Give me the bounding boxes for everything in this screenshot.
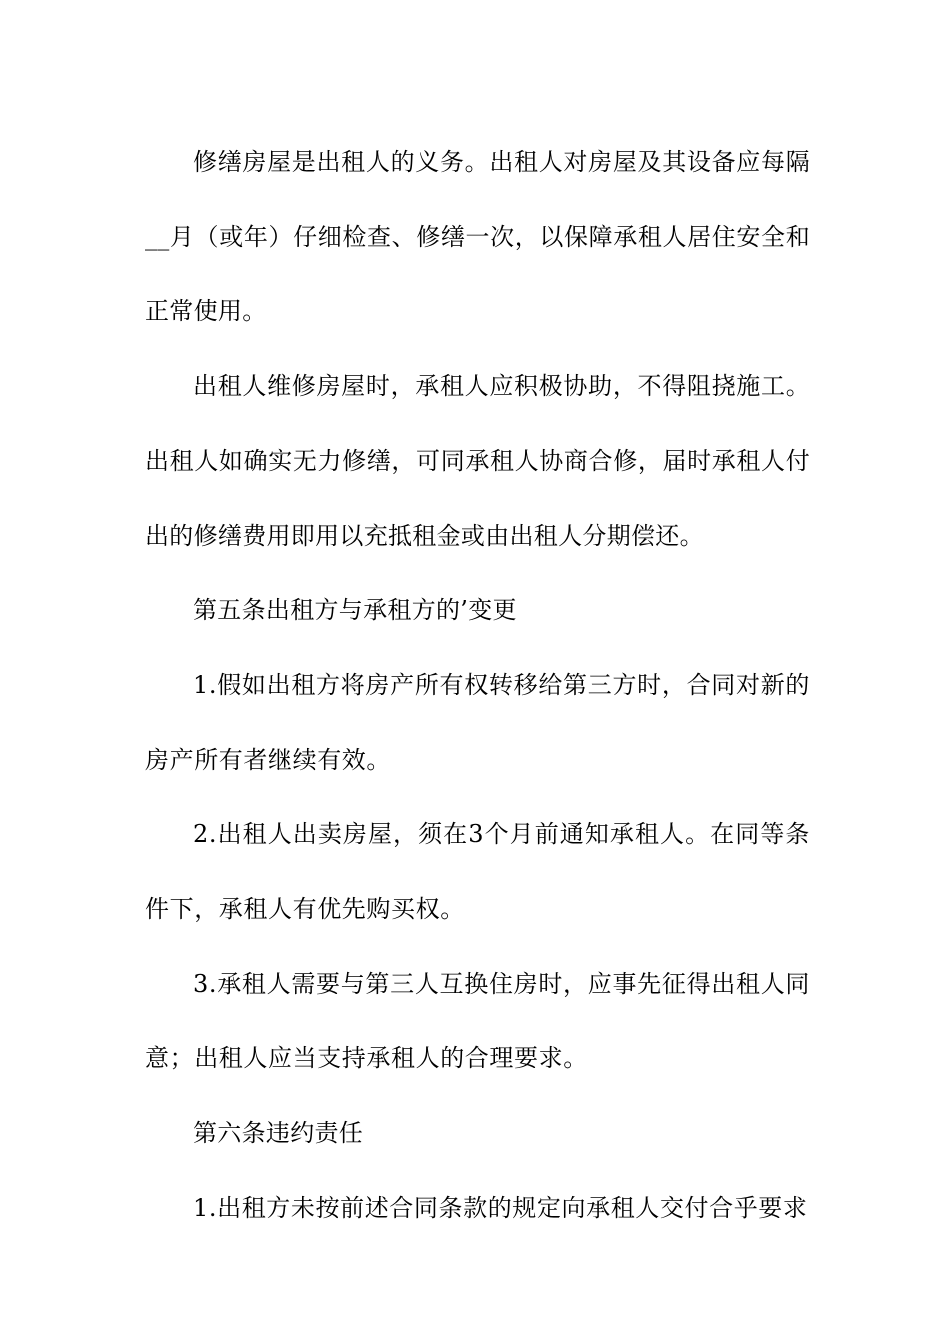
section-heading-article-6: 第六条违约责任 — [193, 1119, 364, 1148]
paragraph-article-5-item-2: 2.出租人出卖房屋，须在3个月前通知承租人。在同等条件下，承租人有优先购买权。 — [145, 820, 810, 924]
document-body — [145, 125, 810, 1246]
section-heading-article-5: 第五条出租方与承租方的’变更 — [193, 596, 517, 625]
paragraph-article-5-item-1: 1.假如出租方将房产所有权转移给第三方时，合同对新的房产所有者继续有效。 — [145, 670, 810, 774]
paragraph-article-5-item-3: 3.承租人需要与第三人互换住房时，应事先征得出租人同意；出租人应当支持承租人的合理要求。 — [145, 969, 810, 1073]
paragraph-repair-cooperation: 出租人维修房屋时，承租人应积极协助，不得阻挠施工。出租人如确实无力修缮，可同承租人协商合修，届时承租人付出的修缮费用即用以充抵租金或由出租人分期偿还。 — [145, 372, 810, 550]
paragraph-article-6-item-1: 1.出租方未按前述合同条款的规定向承租人交付合乎要求 — [193, 1193, 808, 1222]
paragraph-repair-obligation: 修缮房屋是出租人的义务。出租人对房屋及其设备应每隔__月（或年）仔细检查、修缮一次，以保障承租人居住安全和正常使用。 — [145, 148, 810, 326]
